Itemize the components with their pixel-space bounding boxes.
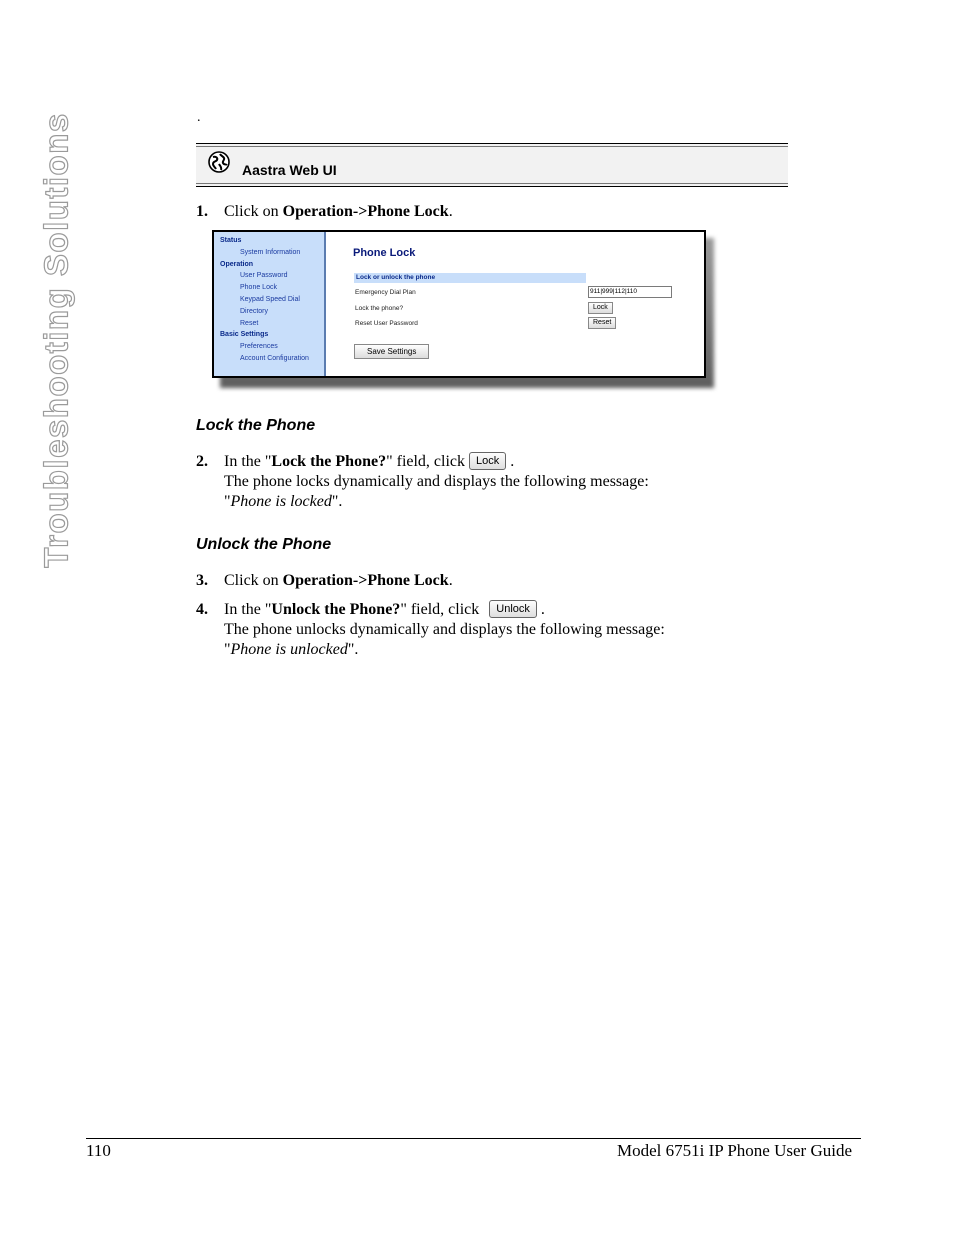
globe-icon — [208, 151, 230, 173]
section-unlock-the-phone: Unlock the Phone — [196, 536, 332, 553]
banner-title: Aastra Web UI — [242, 162, 337, 178]
screenshot-reset-button[interactable]: Reset — [588, 317, 616, 329]
nav-item[interactable]: Preferences — [240, 343, 278, 351]
screenshot-lock-button[interactable]: Lock — [588, 302, 613, 314]
nav-header: Status — [220, 237, 242, 244]
screenshot-section-bar: Lock or unlock the phone — [354, 273, 586, 283]
unlock-button[interactable]: Unlock — [489, 600, 537, 618]
emergency-dial-plan-field[interactable]: 911|999|112|110 — [588, 286, 672, 298]
nav-item[interactable]: Keypad Speed Dial — [240, 295, 300, 303]
section-lock-the-phone: Lock the Phone — [196, 417, 316, 434]
save-settings-button[interactable]: Save Settings — [354, 344, 429, 359]
nav-item[interactable]: System Information — [240, 248, 301, 256]
footer-rule — [86, 1138, 861, 1139]
nav-header: Basic Settings — [220, 331, 269, 339]
guide-name: Model 6751i IP Phone User Guide — [617, 1141, 852, 1160]
screenshot-content — [328, 232, 704, 376]
page-number: 110 — [86, 1141, 111, 1160]
lock-phone-label: Lock the phone? — [355, 305, 404, 312]
side-section-title: Troubleshooting Solutions — [38, 112, 75, 568]
nav-item[interactable]: Account Configuration — [240, 354, 309, 362]
nav-item[interactable]: User Password — [240, 272, 288, 280]
aastra-web-ui-banner — [196, 143, 788, 187]
lock-button[interactable]: Lock — [469, 452, 506, 470]
nav-item[interactable]: Reset — [240, 319, 259, 327]
nav-item[interactable]: Directory — [240, 307, 269, 315]
emergency-dial-plan-label: Emergency Dial Plan — [355, 289, 416, 296]
web-ui-screenshot — [212, 230, 706, 378]
nav-header: Operation — [220, 260, 254, 268]
screenshot-page-title: Phone Lock — [353, 247, 416, 259]
screenshot-nav-panel — [214, 232, 326, 376]
stray-mark: . — [197, 110, 201, 125]
reset-password-label: Reset User Password — [355, 320, 418, 327]
nav-item[interactable]: Phone Lock — [240, 284, 277, 292]
